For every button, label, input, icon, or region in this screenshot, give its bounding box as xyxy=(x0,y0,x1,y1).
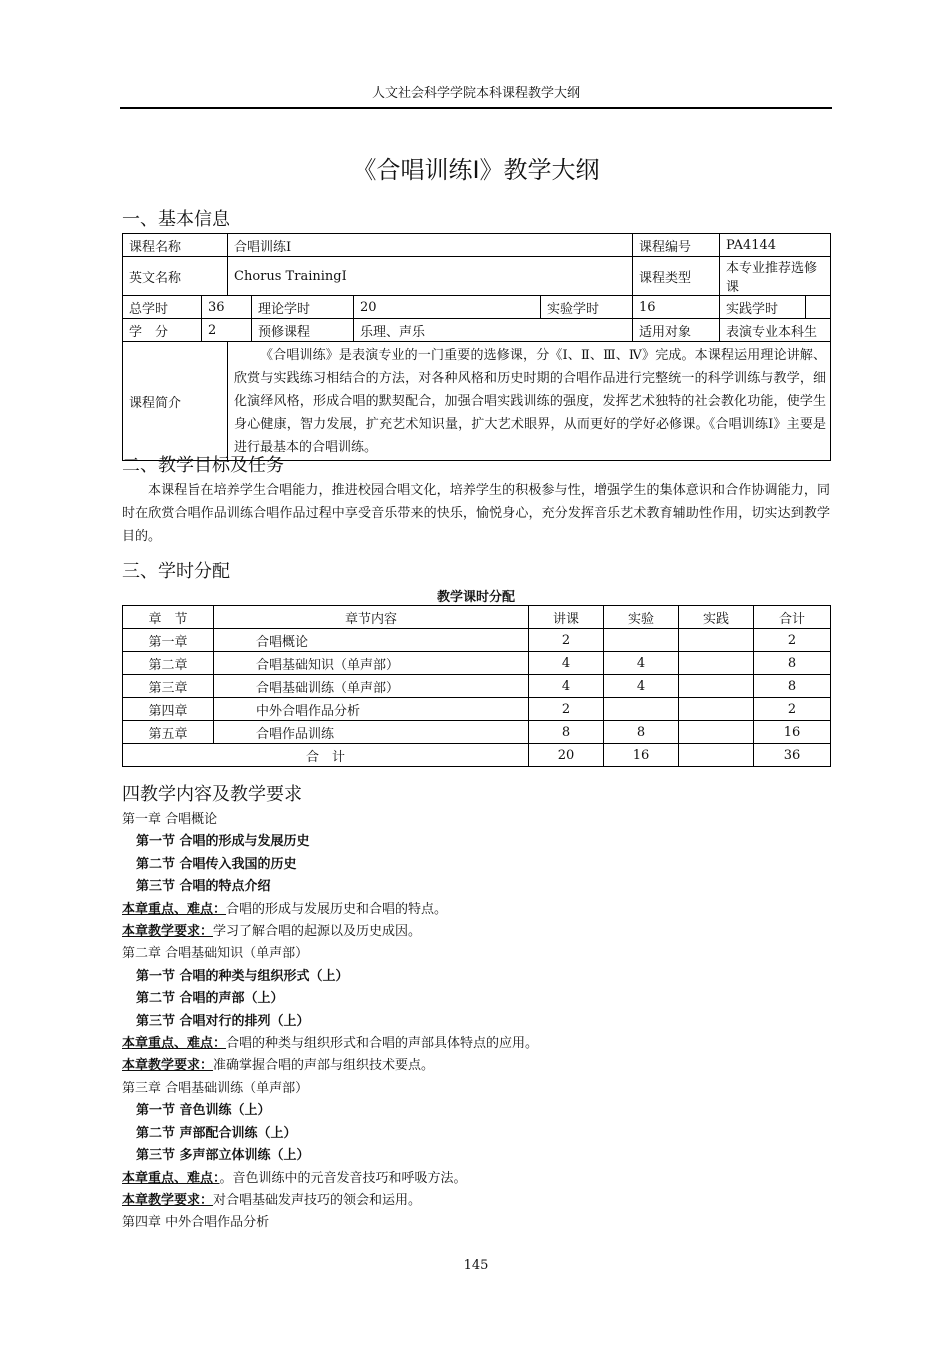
value-intro: 《合唱训练》是表演专业的一门重要的选修课，分《Ⅰ、Ⅱ、Ⅲ、Ⅳ》完成。本课程运用理论讲解、欣赏与实践练习相结合的方法，对各种风格和历史时期的合唱作品进行完整统一的科学训练与教学，细化演绎风格，形成合唱的默契配合，加强合唱实践训练的强度，发挥艺术独特的社会教化功能，使学生身心健康，智力发展，扩充艺术知识量，扩大艺术眼界，从而更好的学好必修课。《合唱训练Ⅰ》主要是进行最基本的合唱训练。 xyxy=(228,342,831,461)
cell-lecture: 2 xyxy=(529,629,604,652)
cell-total: 2 xyxy=(754,698,831,721)
chapter-title: 第一章 合唱概论 xyxy=(122,812,218,827)
section-title: 第三节 合唱的特点介绍 xyxy=(136,879,271,895)
goals-paragraph: 本课程旨在培养学生合唱能力，推进校园合唱文化，培养学生的积极参与性，增强学生的集体意识和合作协调能力，同时在欣赏合唱作品训练合唱作品过程中享受音乐带来的快乐，愉悦身心，充分发挥音乐艺术教育辅助性作用，切实达到教学目的。 xyxy=(122,483,830,544)
cell-practice xyxy=(679,629,754,652)
cell-total-label: 合 计 xyxy=(123,744,529,767)
table-row xyxy=(123,698,831,721)
requirements-label: 本章教学要求： xyxy=(122,1058,214,1074)
key-points-line xyxy=(122,1168,830,1190)
requirements-line xyxy=(122,1190,830,1212)
cell-content: 合唱概论 xyxy=(214,629,529,652)
cell-lab xyxy=(604,629,679,652)
cell-lab: 4 xyxy=(604,675,679,698)
chapter-content-block xyxy=(122,809,830,1235)
label-prereq: 预修课程 xyxy=(252,319,354,342)
cell-chapter: 第三章 xyxy=(123,675,214,698)
requirements-line xyxy=(122,1055,830,1077)
cell-content: 合唱基础训练（单声部） xyxy=(214,675,529,698)
value-course-type: 本专业推荐选修课 xyxy=(720,257,831,296)
section-title: 第一节 合唱的形成与发展历史 xyxy=(136,834,310,850)
cell-practice xyxy=(679,698,754,721)
table-row xyxy=(123,675,831,698)
label-theory-hours: 理论学时 xyxy=(252,296,354,319)
cell-total: 16 xyxy=(754,721,831,744)
value-credits: 2 xyxy=(202,319,252,342)
key-points-text: 。音色训练中的元音发音技巧和呼吸方法。 xyxy=(219,1170,467,1186)
cell-practice xyxy=(679,675,754,698)
label-lab-hours: 实验学时 xyxy=(541,296,633,319)
cell-lecture: 4 xyxy=(529,675,604,698)
section-title: 第三节 多声部立体训练（上） xyxy=(136,1148,310,1164)
label-english-name: 英文名称 xyxy=(123,257,228,296)
section-heading-basic-info: 一、基本信息 xyxy=(122,209,230,230)
value-course-code: PA4144 xyxy=(720,234,831,257)
cell-practice xyxy=(679,721,754,744)
column-header: 合计 xyxy=(754,606,831,629)
section-heading-hours: 三、学时分配 xyxy=(122,561,230,582)
value-practice-hours xyxy=(806,296,831,319)
cell-lab xyxy=(604,698,679,721)
info-row xyxy=(123,342,831,461)
value-english-name: Chorus TrainingⅠ xyxy=(228,257,633,296)
section-title: 第二节 合唱的声部（上） xyxy=(136,991,284,1007)
cell-chapter: 第四章 xyxy=(123,698,214,721)
cell-practice xyxy=(679,652,754,675)
key-points-text: 合唱的种类与组织形式和合唱的声部具体特点的应用。 xyxy=(226,1036,539,1052)
chapter-title: 第三章 合唱基础训练（单声部） xyxy=(122,1080,309,1096)
cell-lecture: 20 xyxy=(529,744,604,767)
table-row xyxy=(123,721,831,744)
requirements-label: 本章教学要求： xyxy=(122,924,214,940)
chapter-title: 第二章 合唱基础知识（单声部） xyxy=(122,946,309,962)
requirements-line xyxy=(122,921,830,943)
hours-table xyxy=(122,605,831,767)
cell-lab: 16 xyxy=(604,744,679,767)
column-header: 讲课 xyxy=(529,606,604,629)
cell-lecture: 2 xyxy=(529,698,604,721)
cell-practice xyxy=(679,744,754,767)
total-row xyxy=(123,744,831,767)
page-number: 145 xyxy=(463,1258,489,1273)
key-points-label: 本章重点、难点： xyxy=(122,1036,227,1052)
key-points-text: 合唱的形成与发展历史和合唱的特点。 xyxy=(226,901,448,917)
label-audience: 适用对象 xyxy=(633,319,720,342)
cell-content: 中外合唱作品分析 xyxy=(214,698,529,721)
key-points-label: 本章重点、难点： xyxy=(122,1170,220,1186)
section-title: 第一节 合唱的种类与组织形式（上） xyxy=(136,968,349,984)
key-points-line xyxy=(122,899,830,921)
label-course-code: 课程编号 xyxy=(633,234,720,257)
basic-info-table xyxy=(122,233,831,461)
key-points-label: 本章重点、难点： xyxy=(122,901,227,917)
label-intro: 课程简介 xyxy=(123,342,228,461)
section-heading-goals: 二、教学目标及任务 xyxy=(122,455,284,476)
column-header: 章节内容 xyxy=(214,606,529,629)
cell-total: 8 xyxy=(754,675,831,698)
cell-chapter: 第五章 xyxy=(123,721,214,744)
key-points-line xyxy=(122,1033,830,1055)
info-row xyxy=(123,319,831,342)
requirements-text: 对合唱基础发声技巧的领会和运用。 xyxy=(213,1192,422,1208)
label-total-hours: 总学时 xyxy=(123,296,202,319)
cell-total: 2 xyxy=(754,629,831,652)
cell-lecture: 4 xyxy=(529,652,604,675)
document-title: 《合唱训练Ⅰ》教学大纲 xyxy=(352,156,600,184)
label-practice-hours: 实践学时 xyxy=(720,296,806,319)
info-row xyxy=(123,234,831,257)
value-total-hours: 36 xyxy=(202,296,252,319)
section-title: 第三节 合唱对行的排列（上） xyxy=(136,1013,310,1029)
value-prereq: 乐理、声乐 xyxy=(354,319,633,342)
label-credits: 学 分 xyxy=(123,319,202,342)
table-row xyxy=(123,652,831,675)
requirements-text: 学习了解合唱的起源以及历史成因。 xyxy=(213,924,422,940)
section-title: 第二节 声部配合训练（上） xyxy=(136,1125,297,1141)
info-row xyxy=(123,257,831,296)
value-audience: 表演专业本科生 xyxy=(720,319,831,342)
section-title: 第一节 音色训练（上） xyxy=(136,1103,271,1119)
cell-content: 合唱作品训练 xyxy=(214,721,529,744)
value-lab-hours: 16 xyxy=(633,296,720,319)
cell-total: 36 xyxy=(754,744,831,767)
section-title: 第二节 合唱传入我国的历史 xyxy=(136,856,297,872)
hours-header-row xyxy=(123,606,831,629)
column-header: 实践 xyxy=(679,606,754,629)
label-course-name: 课程名称 xyxy=(123,234,228,257)
page-header: 人文社会科学学院本科课程教学大纲 xyxy=(120,82,832,109)
chapter-title: 第四章 中外合唱作品分析 xyxy=(122,1215,270,1231)
cell-content: 合唱基础知识（单声部） xyxy=(214,652,529,675)
cell-lecture: 8 xyxy=(529,721,604,744)
value-course-name: 合唱训练Ⅰ xyxy=(228,234,633,257)
column-header: 实验 xyxy=(604,606,679,629)
hours-table-caption: 教学课时分配 xyxy=(436,590,515,605)
requirements-text: 准确掌握合唱的声部与组织技术要点。 xyxy=(213,1058,435,1074)
cell-chapter: 第二章 xyxy=(123,652,214,675)
cell-chapter: 第一章 xyxy=(123,629,214,652)
table-row xyxy=(123,629,831,652)
cell-total: 8 xyxy=(754,652,831,675)
cell-lab: 8 xyxy=(604,721,679,744)
column-header: 章 节 xyxy=(123,606,214,629)
cell-lab: 4 xyxy=(604,652,679,675)
label-course-type: 课程类型 xyxy=(633,257,720,296)
info-row xyxy=(123,296,831,319)
value-theory-hours: 20 xyxy=(354,296,541,319)
section-heading-content: 四教学内容及教学要求 xyxy=(122,784,302,805)
requirements-label: 本章教学要求： xyxy=(122,1192,214,1208)
